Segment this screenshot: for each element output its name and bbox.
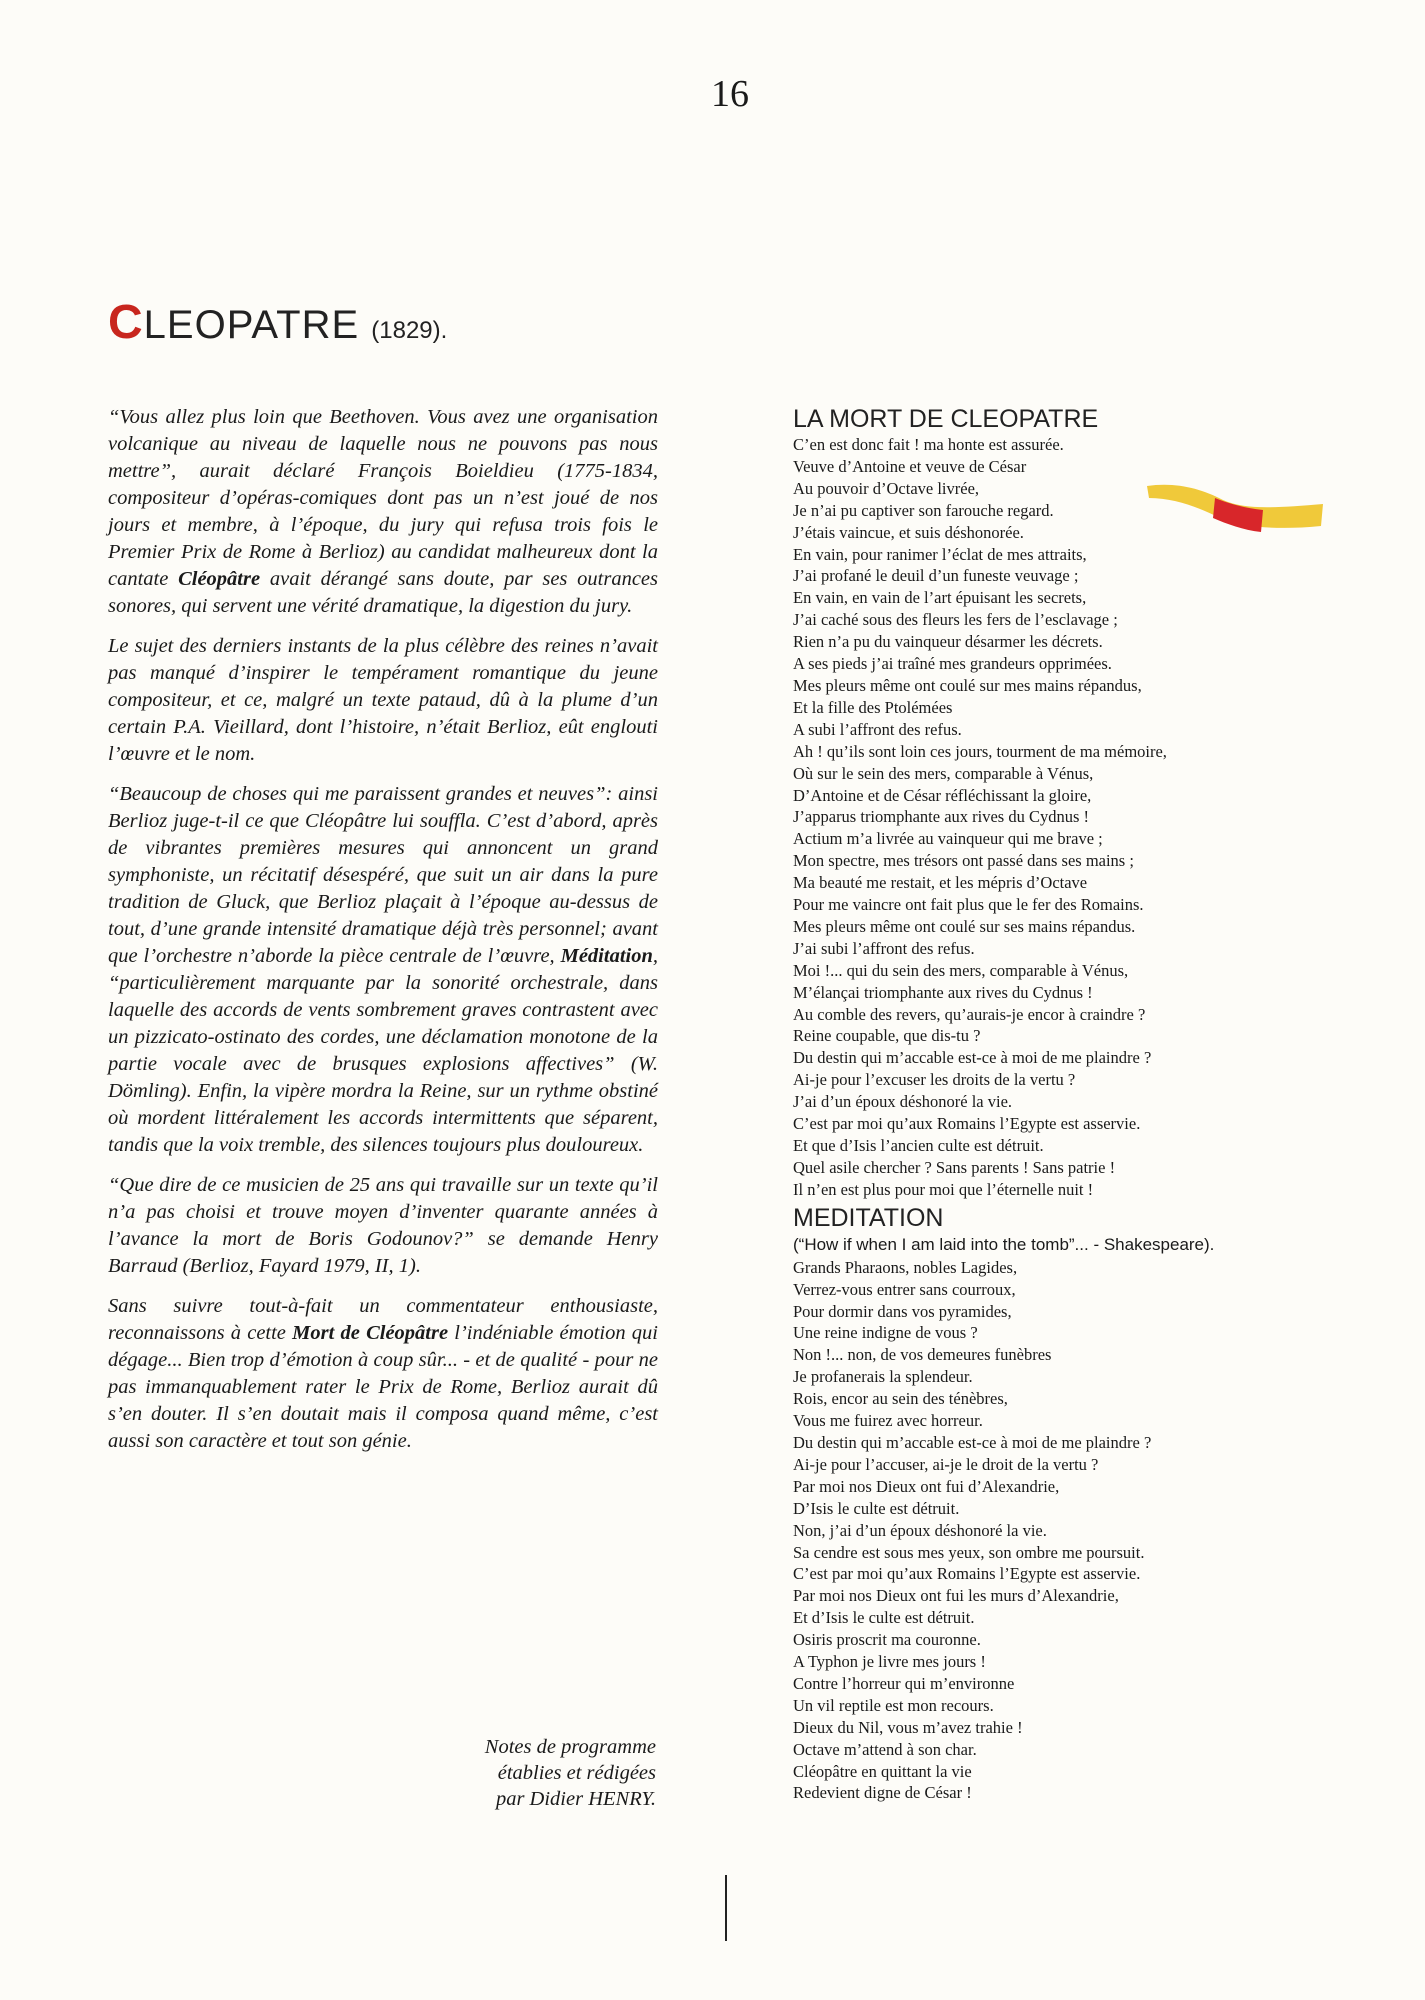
credit-line: établies et rédigées xyxy=(497,1762,656,1784)
verse-line: C’en est donc fait ! ma honte est assurée. xyxy=(793,435,1064,454)
verse-line: Ah ! qu’ils sont loin ces jours, tourment de ma mémoire, xyxy=(793,741,1167,761)
verse-line: Mes pleurs même ont coulé sur ses mains répandus. xyxy=(793,916,1136,936)
paragraph: Sans suivre tout-à-fait un commentateur enthousiaste, reconnaissons à cette Mort de Cléopâtre l’indéniable émotion qui dégage... Bien trop d’émotion à coup sûr... - et de qualité - pour ne pas immanquablement rater le Prix de Rome, Berlioz aurait dû s’en douter. Il s’en doutait mais il composa quand même, c’est aussi son caractère et tout son génie. xyxy=(108,1295,659,1452)
verse-line: Non, j’ai d’un époux déshonoré la vie. xyxy=(793,1520,1047,1540)
title-rest: LEOPATRE xyxy=(143,303,360,347)
verse-line: J’ai caché sous des fleurs les fers de l’esclavage ; xyxy=(793,610,1118,630)
verse-line: Vous me fuirez avec horreur. xyxy=(793,1411,983,1431)
verse-line: D’Antoine et de César réfléchissant la gloire, xyxy=(793,785,1092,805)
paragraph: “Que dire de ce musicien de 25 ans qui travaille sur un texte qu’il n’a pas choisi et trouve moyen d’inventer quarante années à l’avance la mort de Boris Godounov?” se demande Henry Barraud (Berlioz, Fayard 1979, II, 1). xyxy=(108,1174,658,1277)
verse-line: D’Isis le culte est détruit. xyxy=(793,1498,960,1518)
verse-line: Par moi nos Dieux ont fui d’Alexandrie, xyxy=(793,1476,1060,1496)
verse-line: Pour me vaincre ont fait plus que le fer des Romains. xyxy=(793,895,1144,915)
verse-line: J’ai profané le deuil d’un funeste veuvage ; xyxy=(793,566,1079,586)
verse-line: Un vil reptile est mon recours. xyxy=(793,1695,994,1715)
verse-line: Moi !... qui du sein des mers, comparable à Vénus, xyxy=(793,960,1129,980)
verse-line: Dieux du Nil, vous m’avez trahie ! xyxy=(793,1717,1023,1737)
verse-line: Veuve d’Antoine et veuve de César xyxy=(793,456,1027,476)
brush-stroke-decoration xyxy=(1145,478,1325,548)
verse-line: Rien n’a pu du vainqueur désarmer les décrets. xyxy=(793,632,1103,652)
verse-line: J’apparus triomphante aux rives du Cydnus ! xyxy=(793,807,1090,827)
verse-line: Cléopâtre en quittant la vie xyxy=(793,1761,972,1781)
verse-line: M’élançai triomphante aux rives du Cydnus ! xyxy=(793,982,1093,1002)
verse-line: Je profanerais la splendeur. xyxy=(793,1367,973,1387)
verse-line: Et que d’Isis l’ancien culte est détruit. xyxy=(793,1136,1044,1155)
credit-line: par Didier HENRY. xyxy=(495,1788,656,1810)
verse-line: Du destin qui m’accable est-ce à moi de me plaindre ? xyxy=(793,1048,1152,1068)
verse-line: Une reine indigne de vous ? xyxy=(793,1323,978,1343)
verse-line: Non !... non, de vos demeures funèbres xyxy=(793,1345,1052,1365)
verse-line: Ma beauté me restait, et les mépris d’Octave xyxy=(793,873,1088,893)
verse-line: Au pouvoir d’Octave livrée, xyxy=(793,478,980,498)
fold-line xyxy=(725,1875,727,1941)
verse-line: J’ai subi l’affront des refus. xyxy=(793,938,975,958)
verse xyxy=(793,434,1333,1201)
section-subtitle: (“How if when I am laid into the tomb”... - Shakespeare). xyxy=(793,1234,1215,1254)
verse-line: Quel asile chercher ? Sans parents ! Sans patrie ! xyxy=(793,1157,1116,1177)
verse-line: Ai-je pour l’excuser les droits de la vertu ? xyxy=(793,1070,1076,1090)
verse-line: Mon spectre, mes trésors ont passé dans ses mains ; xyxy=(793,851,1134,871)
verse-line: En vain, pour ranimer l’éclat de mes attraits, xyxy=(793,544,1087,564)
section-heading: MEDITATION xyxy=(793,1203,944,1232)
verse-line: Et d’Isis le culte est détruit. xyxy=(793,1608,975,1628)
verse-line: Osiris proscrit ma couronne. xyxy=(793,1630,981,1650)
paragraph: “Beaucoup de choses qui me paraissent grandes et neuves”: ainsi Berlioz juge-t-il ce que Cléopâtre lui souffla. C’est d’abord, après de vibrantes premières mesures qui annoncent un grand symphoniste, un récitatif désespéré, que suit un air dans la pure tradition de Gluck, que Berlioz plaçait à l’époque au-dessus de tout, d’une grande intensité dramatique déjà très personnel; avant que l’orchestre n’aborde la pièce centrale de l’œuvre, Méditation, “particulièrement marquante par la sonorité orchestrale, dans laquelle des accords de vents sombrement graves contrastent avec un pizzicato-ostinato des cordes, une déclamation monotone de la partie vocale avec de brusques explosions affectives” (W. Dömling). Enfin, la vipère mordra la Reine, sur un rythme obstiné où mordent littéralement les accords intermittents que séparent, tandis que la voix tremble, des silences toujours plus douloureux. xyxy=(108,783,658,1156)
page-number: 16 xyxy=(711,73,749,115)
verse-line: J’étais vaincue, et suis déshonorée. xyxy=(793,522,1024,542)
verse-line: A Typhon je livre mes jours ! xyxy=(793,1652,986,1672)
verse-line: Redevient digne de César ! xyxy=(793,1783,972,1803)
verse-line: Reine coupable, que dis-tu ? xyxy=(793,1026,981,1046)
credit-line: Notes de programme xyxy=(484,1736,656,1758)
verse-line: Où sur le sein des mers, comparable à Vénus, xyxy=(793,763,1094,783)
verse-line: Il n’en est plus pour moi que l’éternelle nuit ! xyxy=(793,1179,1094,1199)
verse-line: Du destin qui m’accable est-ce à moi de me plaindre ? xyxy=(793,1432,1152,1452)
verse-line: Mes pleurs même ont coulé sur mes mains répandus, xyxy=(793,675,1142,695)
title-initial: C xyxy=(108,296,144,349)
verse-line: C’est par moi qu’aux Romains l’Egypte est asservie. xyxy=(793,1564,1141,1584)
verse-line: Verrez-vous entrer sans courroux, xyxy=(793,1279,1016,1299)
verse-line: Au comble des revers, qu’aurais-je encor à craindre ? xyxy=(793,1004,1146,1024)
program-notes xyxy=(108,404,658,1468)
verse-line: Contre l’horreur qui m’environne xyxy=(793,1673,1015,1693)
verse-line: Et la fille des Ptolémées xyxy=(793,697,953,717)
verse-line: A ses pieds j’ai traîné mes grandeurs opprimées. xyxy=(793,654,1112,674)
verse-line: Ai-je pour l’accuser, ai-je le droit de la vertu ? xyxy=(793,1454,1099,1474)
verse-line: A subi l’affront des refus. xyxy=(793,719,962,739)
title-year: (1829). xyxy=(371,317,448,344)
credits xyxy=(360,1734,656,1812)
verse-line: Rois, encor au sein des ténèbres, xyxy=(793,1389,1008,1409)
page-title xyxy=(108,295,447,350)
paragraph: “Vous allez plus loin que Beethoven. Vous avez une organisation volcanique au niveau de laquelle nous ne pouvons pas nous mettre”, aurait déclaré François Boieldieu (1775-1834, compositeur d’opéras-comiques dont pas un n’est joué de nos jours et membre, à l’époque, du jury qui refusa trois fois le Premier Prix de Rome à Berlioz) au candidat malheureux dont la cantate Cléopâtre avait dérangé sans doute, par ses outrances sonores, qui servent une vérité dramatique, la digestion du jury. xyxy=(108,406,659,617)
verse xyxy=(793,1257,1333,1805)
verse-line: J’ai d’un époux déshonoré la vie. xyxy=(793,1092,1013,1112)
verse-line: Pour dormir dans vos pyramides, xyxy=(793,1301,1012,1321)
verse-line: C’est par moi qu’aux Romains l’Egypte est asservie. xyxy=(793,1114,1141,1134)
verse-line: En vain, en vain de l’art épuisant les secrets, xyxy=(793,588,1087,608)
paragraph: Le sujet des derniers instants de la plus célèbre des reines n’avait pas manqué d’inspirer le tempérament romantique du jeune compositeur, et ce, malgré un texte pataud, dû à la plume d’un certain P.A. Vieillard, dont l’histoire, n’était Berlioz, eût englouti l’œuvre et le nom. xyxy=(108,635,658,765)
verse-line: Actium m’a livrée au vainqueur qui me brave ; xyxy=(793,829,1103,849)
verse-line: Par moi nos Dieux ont fui les murs d’Alexandrie, xyxy=(793,1586,1119,1606)
verse-line: Je n’ai pu captiver son farouche regard. xyxy=(793,500,1054,520)
section-heading: LA MORT DE CLEOPATRE xyxy=(793,405,1099,433)
verse-line: Sa cendre est sous mes yeux, son ombre me poursuit. xyxy=(793,1542,1145,1562)
verse-line: Grands Pharaons, nobles Lagides, xyxy=(793,1257,1018,1277)
verse-line: Octave m’attend à son char. xyxy=(793,1739,977,1759)
libretto xyxy=(793,404,1333,1804)
